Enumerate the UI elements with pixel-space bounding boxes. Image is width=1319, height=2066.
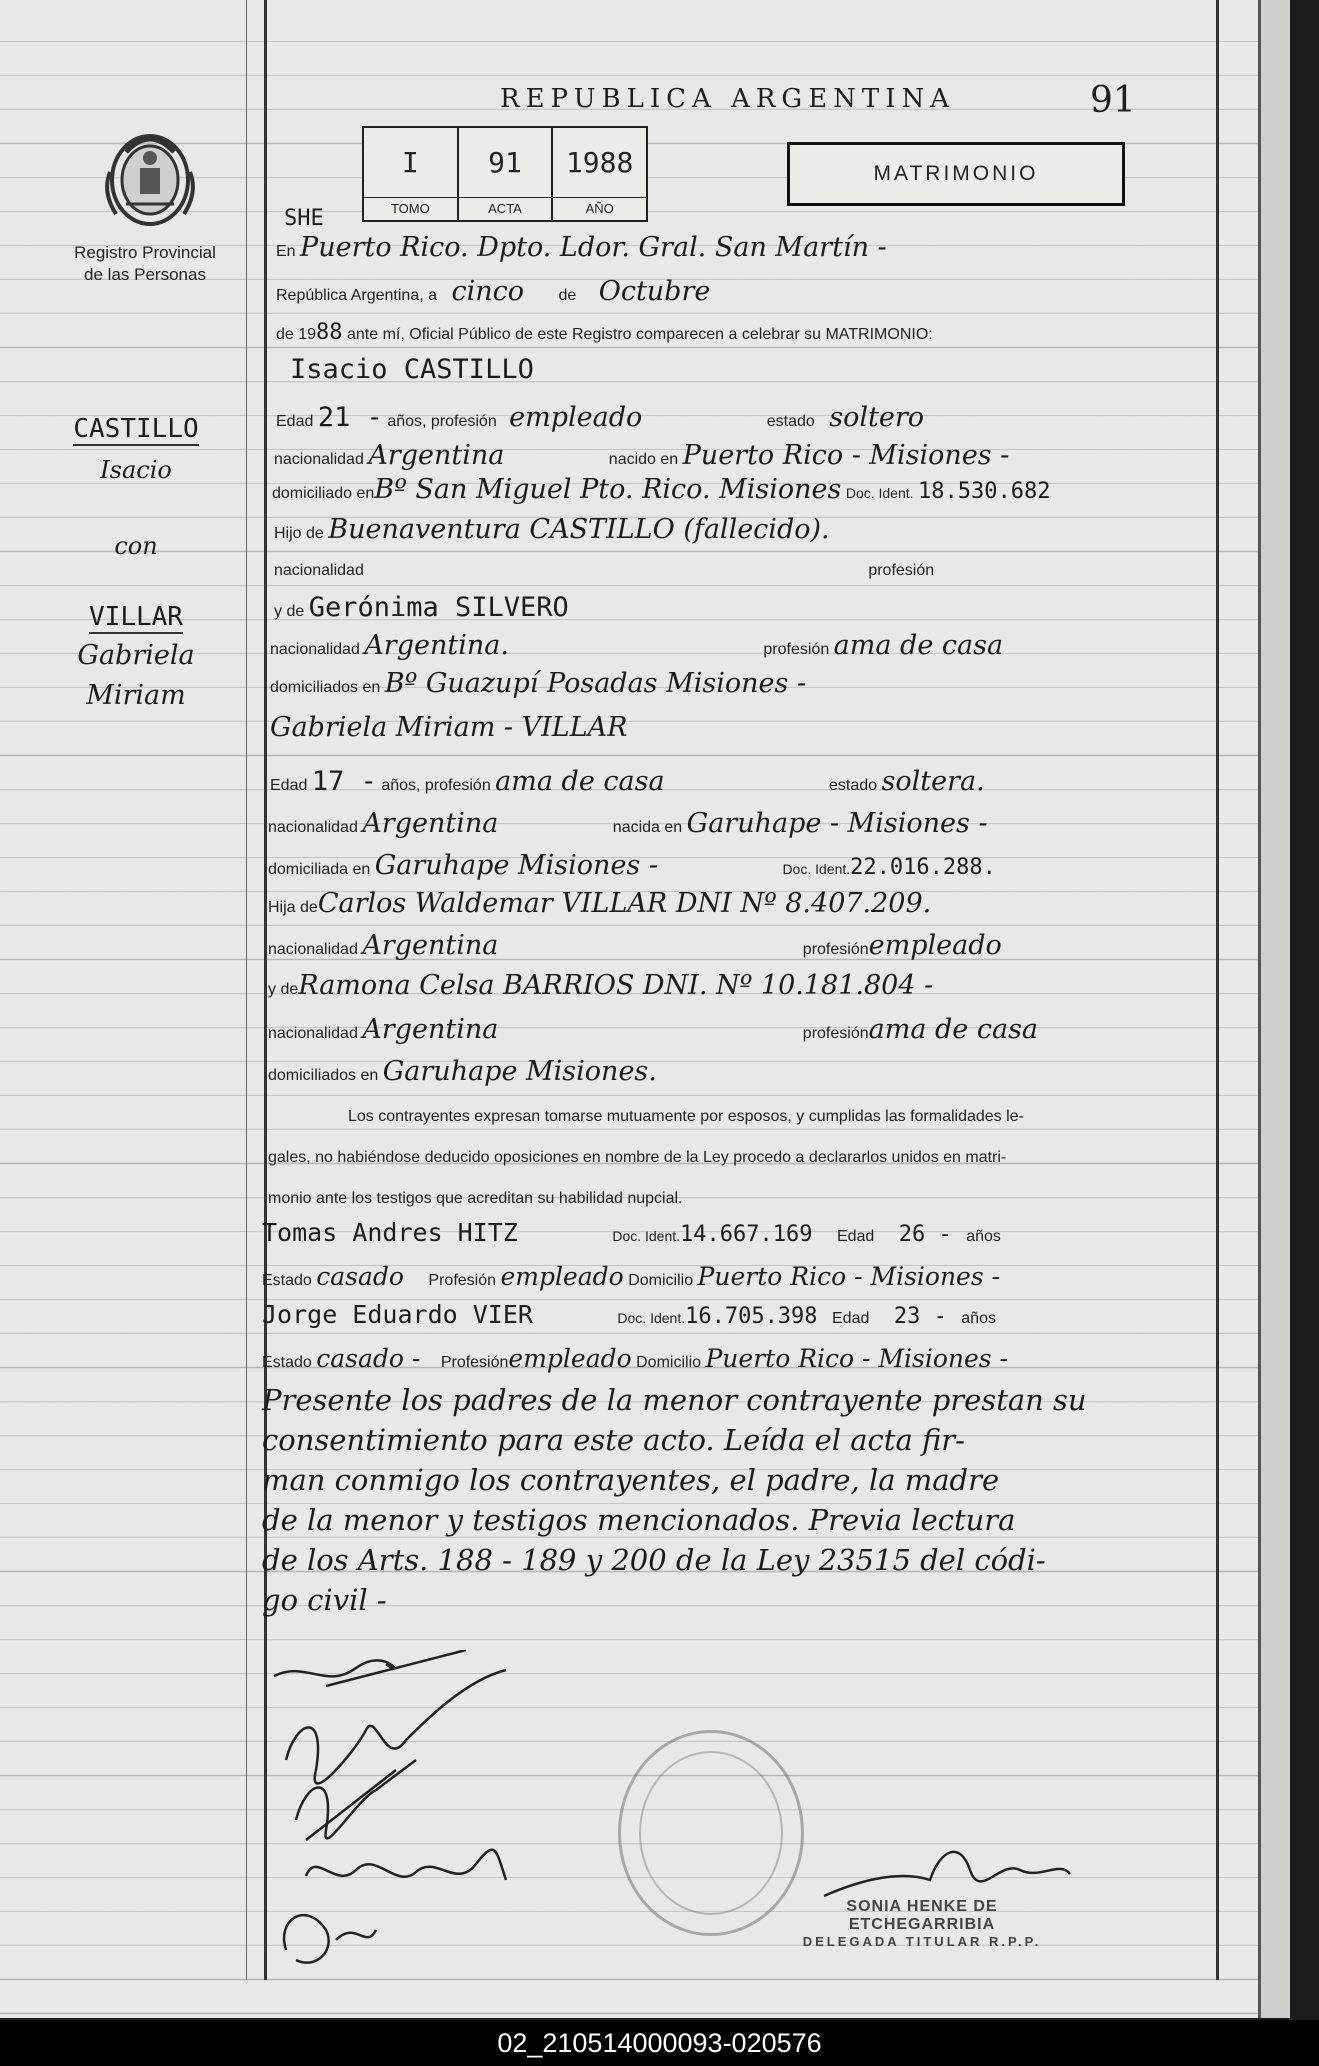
margin-surname-bride-text: VILLAR: [89, 602, 183, 632]
bride-father-nac-label: nacionalidad: [268, 941, 358, 958]
groom-estado-label: estado: [766, 413, 815, 430]
acta-label: ACTA: [459, 197, 552, 216]
witness-2-age: 23 -: [893, 1304, 947, 1329]
registry-name: [40, 242, 250, 286]
groom-father-prof-label: profesión: [868, 562, 935, 579]
margin-line: [246, 0, 247, 1980]
year-suffix: 88: [316, 320, 343, 345]
month-value: Octubre: [598, 276, 711, 307]
groom-nationality: Argentina: [368, 440, 505, 471]
bride-mother-profession: ama de casa: [868, 1014, 1039, 1045]
official-title: DELEGADA TITULAR R.P.P.: [802, 1934, 1042, 1949]
bride-parents-domicile-line: [268, 1056, 657, 1087]
bride-mother-label: y de: [268, 981, 299, 998]
tomo-cell: [364, 128, 459, 220]
groom-mother-label: y de: [274, 603, 305, 620]
margin-surname-bride: [26, 602, 246, 632]
witness-1-dom-label: Domicilio: [628, 1272, 694, 1289]
bride-father-nationality: Argentina: [362, 930, 499, 961]
bride-age-line: [270, 766, 985, 797]
groom-mother-prof-label: profesión: [763, 641, 830, 658]
groom-father-line: [274, 514, 830, 545]
bride-name: Gabriela Miriam - VILLAR: [270, 712, 628, 743]
groom-age-suffix: años, profesión: [387, 413, 497, 430]
groom-dom-label: domiciliado en: [272, 485, 375, 502]
bride-domicile-line: [268, 850, 996, 881]
witness-1-estado-label: Estado: [262, 1272, 312, 1289]
groom-doc: 18.530.682: [917, 479, 1051, 504]
groom-parents-domicile-line: [270, 668, 806, 699]
witness-2-prof-label: Profesión: [440, 1354, 509, 1371]
tomo-value: I: [401, 146, 419, 179]
bride-birthplace: Garuhape - Misiones -: [686, 808, 988, 839]
notes-line-4: de la menor y testigos mencionados. Previa lectura: [262, 1503, 1016, 1537]
bride-mother-nationality: Argentina: [362, 1014, 499, 1045]
witness-2-edad-label: Edad: [832, 1310, 870, 1327]
notes-line-3: man conmigo los contrayentes, el padre, la madre: [262, 1463, 1000, 1497]
margin-given-bride-1: Gabriela: [77, 640, 195, 671]
witness-1-name: Tomas Andres HITZ: [262, 1218, 518, 1247]
bride-father-nat-line: [268, 930, 1002, 961]
groom-age: 21 -: [317, 402, 383, 433]
anio-value: 1988: [565, 146, 634, 179]
groom-mother-line: [274, 592, 569, 623]
acta-value: 91: [488, 146, 522, 179]
anio-label: AÑO: [553, 197, 646, 216]
declaration-line-3: monio ante los testigos que acreditan su habilidad nupcial.: [268, 1190, 683, 1207]
witness-1-status: casado: [316, 1262, 404, 1291]
witness-1-detail-line: [262, 1262, 1000, 1291]
signature-4: [306, 1850, 506, 1880]
witness-2-detail-line: [262, 1344, 1008, 1373]
bride-nac-label: nacionalidad: [268, 819, 358, 836]
witness-1-profession: empleado: [500, 1262, 624, 1291]
bride-father-line: [268, 888, 931, 919]
witness-1-anios-label: años: [966, 1228, 1001, 1245]
bride-profession: ama de casa: [495, 766, 665, 797]
intro-place-line: [276, 232, 887, 263]
groom-birth-label: nacido en: [608, 451, 679, 468]
margin-con: con: [114, 532, 158, 560]
declaration-line-1: Los contrayentes expresan tomarse mutuamente por esposos, y cumplidas las formalidades le-: [348, 1108, 1024, 1125]
signature-5: [284, 1915, 376, 1963]
bride-mother-nat-line: [268, 1014, 1038, 1045]
declaration-line-2: gales, no habiéndose deducido oposiciones en nombre de la Ley procedo a declararlos unidos en matri-: [268, 1149, 1007, 1166]
annotation-she: SHE: [284, 206, 324, 231]
bride-doc: 22.016.288.: [850, 855, 996, 880]
groom-father-label: Hijo de: [274, 525, 324, 542]
groom-father-nat-line: [274, 562, 934, 580]
bride-age-suffix: años, profesión: [381, 777, 491, 794]
republica-label: República Argentina, a: [276, 287, 437, 304]
groom-parents-dom-label: domiciliados en: [270, 679, 381, 696]
groom-status: soltero: [829, 402, 924, 433]
witness-2-anios-label: años: [961, 1310, 996, 1327]
witness-2-doc: 16.705.398: [685, 1304, 818, 1329]
bride-status: soltera.: [881, 766, 985, 797]
margin-surname-groom: [26, 414, 246, 444]
witness-2-line: [262, 1300, 996, 1329]
bride-mother: Ramona Celsa BARRIOS DNI. Nº 10.181.804 -: [298, 970, 934, 1001]
witness-2-status: casado -: [316, 1344, 421, 1373]
witness-1-domicile: Puerto Rico - Misiones -: [697, 1262, 1001, 1291]
notes-line-5: de los Arts. 188 - 189 y 200 de la Ley 23515 del códi-: [262, 1543, 1046, 1577]
official-name: SONIA HENKE DE ETCHEGARRIBIA: [846, 1898, 998, 1933]
record-type-box: MATRIMONIO: [787, 142, 1125, 206]
registry-line-2: de las Personas: [84, 265, 206, 284]
bride-birth-label: nacida en: [612, 819, 683, 836]
notes-line-1: Presente los padres de la menor contrayente prestan su: [262, 1383, 1087, 1417]
groom-domicile: Bº San Miguel Pto. Rico. Misiones: [374, 474, 842, 505]
signatures-group: [266, 1650, 576, 1990]
official-block: [772, 1898, 1072, 1949]
groom-nac-label: nacionalidad: [274, 451, 364, 468]
place-value: Puerto Rico. Dpto. Ldor. Gral. San Martín -: [300, 232, 887, 263]
acta-cell: [459, 128, 554, 220]
groom-parents-domicile: Bº Guazupí Posadas Misiones -: [384, 668, 807, 699]
witness-1-line: [262, 1218, 1001, 1247]
day-value: cinco: [451, 276, 524, 307]
signature-3: [296, 1760, 416, 1840]
witness-2-name: Jorge Eduardo VIER: [262, 1300, 533, 1329]
groom-mother: Gerónima SILVERO: [308, 592, 569, 623]
intro-date-line: [276, 276, 710, 307]
bride-estado-label: estado: [829, 777, 878, 794]
right-rule: [1216, 0, 1219, 1980]
groom-profession: empleado: [509, 402, 643, 433]
bride-dom-label: domiciliada en: [268, 861, 371, 878]
bride-father: Carlos Waldemar VILLAR DNI Nº 8.407.209.: [317, 888, 932, 919]
groom-birthplace: Puerto Rico - Misiones -: [682, 440, 1010, 471]
declaration-block: [268, 1096, 1186, 1219]
groom-mother-nat-line: [270, 630, 1003, 661]
margin-surname-groom-text: CASTILLO: [73, 414, 199, 444]
bride-nationality: Argentina: [362, 808, 499, 839]
witness-1-prof-label: Profesión: [428, 1272, 497, 1289]
page-number: 91: [1090, 80, 1136, 121]
groom-father-nac-label: nacionalidad: [274, 562, 364, 579]
groom-age-line: [276, 402, 924, 433]
bride-doc-label: Doc. Ident.: [782, 861, 851, 877]
bride-age: 17 -: [311, 766, 377, 797]
bride-mother-prof-label: profesión: [802, 1025, 869, 1042]
bride-nationality-line: [268, 808, 988, 839]
signature-2: [286, 1670, 506, 1783]
intro-statement: ante mí, Oficial Público de este Registro comparecen a celebrar su MATRIMONIO:: [347, 326, 933, 343]
bride-father-prof-label: profesión: [802, 941, 869, 958]
witness-2-doc-label: Doc. Ident.: [617, 1310, 686, 1326]
notes-block: [262, 1380, 1198, 1620]
bride-mother-nac-label: nacionalidad: [268, 1025, 358, 1042]
de-label: de: [558, 287, 577, 304]
witness-1-doc: 14.667.169: [680, 1222, 813, 1247]
en-label: En: [276, 243, 296, 260]
groom-domicile-line: [272, 474, 1050, 505]
groom-father: Buenaventura CASTILLO (fallecido).: [328, 514, 830, 545]
tomo-label: TOMO: [364, 197, 457, 216]
year-prefix: de 19: [276, 326, 317, 343]
notes-line-2: consentimiento para este acto. Leída el acta fir-: [262, 1423, 965, 1457]
bride-parents-dom-label: domiciliados en: [268, 1067, 379, 1084]
witness-2-profession: empleado: [508, 1344, 632, 1373]
intro-statement-line: [276, 320, 933, 345]
witness-2-estado-label: Estado: [262, 1354, 312, 1371]
bride-father-label: Hija de: [268, 899, 318, 916]
witness-1-doc-label: Doc. Ident.: [612, 1228, 681, 1244]
signature-1: [274, 1650, 466, 1686]
groom-mother-profession: ama de casa: [833, 630, 1004, 661]
groom-edad-label: Edad: [276, 413, 314, 430]
bride-mother-line: [268, 970, 933, 1001]
witness-1-edad-label: Edad: [836, 1228, 875, 1245]
groom-nationality-line: [274, 440, 1009, 471]
witness-2-dom-label: Domicilio: [636, 1354, 702, 1371]
groom-mother-nationality: Argentina.: [364, 630, 509, 661]
notes-line-6: go civil -: [262, 1583, 387, 1617]
bride-domicile: Garuhape Misiones -: [374, 850, 658, 881]
anio-cell: [553, 128, 646, 220]
witness-1-age: 26 -: [898, 1222, 952, 1247]
coat-of-arms-icon: [96, 122, 204, 232]
bride-father-profession: empleado: [868, 930, 1002, 961]
groom-doc-label: Doc. Ident.: [845, 485, 914, 501]
groom-name: Isacio CASTILLO: [290, 354, 534, 385]
witness-2-domicile: Puerto Rico - Misiones -: [705, 1344, 1008, 1373]
book-edge: [1258, 0, 1290, 2018]
record-index-box: [362, 126, 648, 222]
margin-given-bride-2: Miriam: [86, 680, 186, 711]
registry-line-1: Registro Provincial: [74, 243, 216, 262]
file-name-footer: 02_210514000093-020576: [0, 2020, 1319, 2066]
country-title: REPUBLICA ARGENTINA: [500, 84, 956, 114]
bride-parents-domicile: Garuhape Misiones.: [382, 1056, 657, 1087]
groom-mother-nac-label: nacionalidad: [270, 641, 360, 658]
margin-given-groom: Isacio: [100, 456, 172, 484]
bride-edad-label: Edad: [270, 777, 308, 794]
